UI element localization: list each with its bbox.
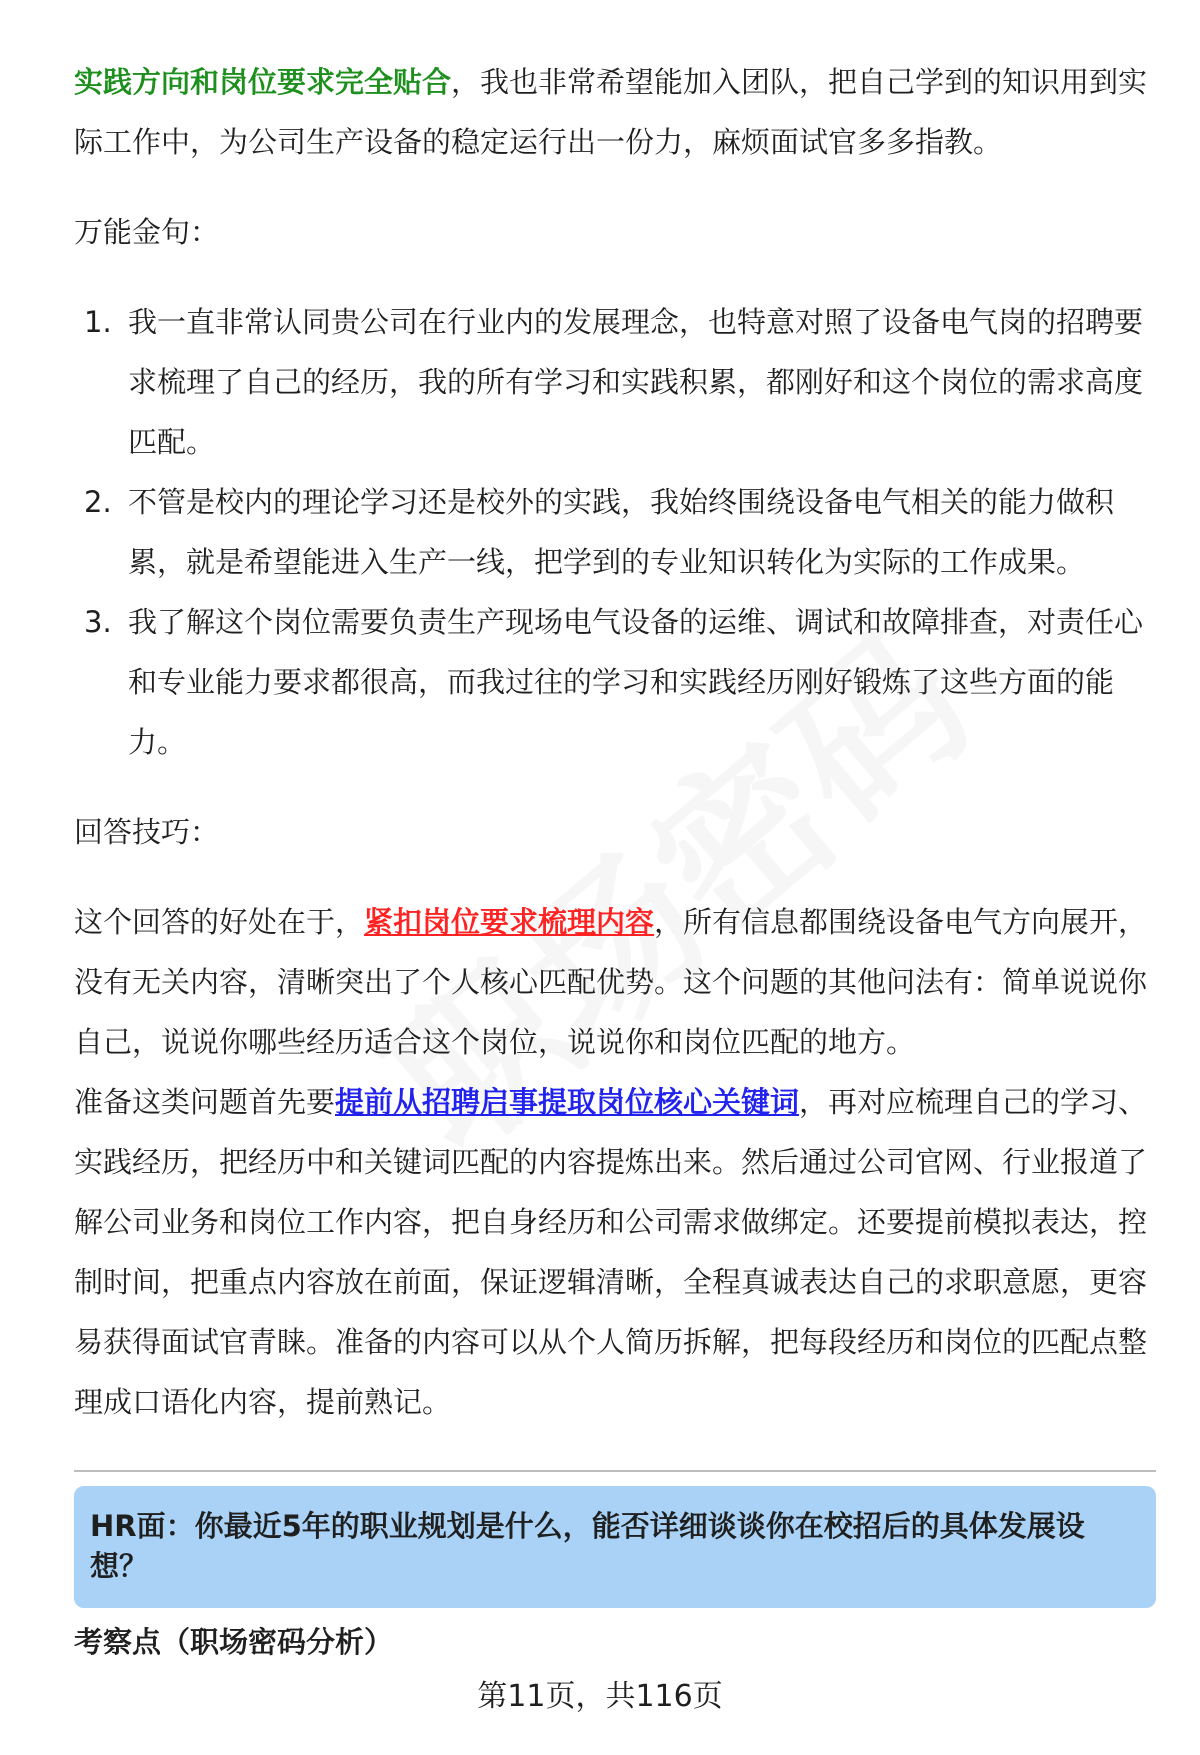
list-item	[74, 472, 1154, 592]
list-number: 2.	[84, 485, 112, 519]
golden-heading: 万能金句：	[74, 215, 220, 249]
list-item	[74, 592, 1154, 772]
tips-paragraph-2	[74, 1072, 1154, 1432]
page-footer: 第11页，共116页	[477, 1679, 723, 1714]
golden-list	[74, 292, 1154, 772]
hr-question-box	[74, 1486, 1156, 1608]
tips-text: ，再对应梳理自己的学习、实践经历，把经历中和关键词匹配的内容提炼出来。然后通过公司官网、行业报道了解公司业务和岗位工作内容，把自身经历和公司需求做绑定。还要提前模拟表达，控制时间，把重点内容放在前面，保证逻辑清晰，全程真诚表达自己的求职意愿，更容易获得面试官青睐。准备的内容可以从个人简历拆解，把每段经历和岗位的匹配点整理成口语化内容，提前熟记。	[74, 1085, 1148, 1419]
tips-text: 准备这类问题首先要	[74, 1085, 336, 1119]
section-divider	[74, 1470, 1156, 1472]
tips-highlight-red: 紧扣岗位要求梳理内容	[364, 905, 655, 939]
tips-text: 这个回答的好处在于，	[74, 905, 365, 939]
intro-highlight: 实践方向和岗位要求完全贴合	[74, 65, 452, 99]
document-body	[74, 52, 1154, 1432]
list-text: 不管是校内的理论学习还是校外的实践，我始终围绕设备电气相关的能力做积累，就是希望能进入生产一线，把学到的专业知识转化为实际的工作成果。	[128, 485, 1115, 579]
list-number: 3.	[84, 605, 112, 639]
section-heading: 考察点（职场密码分析）	[74, 1625, 394, 1659]
list-item	[74, 292, 1154, 472]
tips-paragraph-1	[74, 892, 1154, 1072]
intro-paragraph	[74, 52, 1154, 172]
tips-text: ，所有信息都围绕设备电气方向展开，没有无关内容，清晰突出了个人核心匹配优势。这个问题的其他问法有：简单说说你自己，说说你哪些经历适合这个岗位，说说你和岗位匹配的地方。	[74, 905, 1148, 1059]
tips-highlight-blue: 提前从招聘启事提取岗位核心关键词	[335, 1085, 800, 1119]
intro-text: ，我也非常希望能加入团队，把自己学到的知识用到实际工作中，为公司生产设备的稳定运行出一份力，麻烦面试官多多指教。	[74, 65, 1148, 159]
list-number: 1.	[84, 305, 112, 339]
list-text: 我一直非常认同贵公司在行业内的发展理念，也特意对照了设备电气岗的招聘要求梳理了自己的经历，我的所有学习和实践积累，都刚好和这个岗位的需求高度匹配。	[128, 305, 1144, 459]
hr-question: HR面：你最近5年的职业规划是什么，能否详细谈谈你在校招后的具体发展设想？	[90, 1509, 1085, 1583]
tips-heading: 回答技巧：	[74, 815, 220, 849]
list-text: 我了解这个岗位需要负责生产现场电气设备的运维、调试和故障排查，对责任心和专业能力要求都很高，而我过往的学习和实践经历刚好锻炼了这些方面的能力。	[128, 605, 1144, 759]
